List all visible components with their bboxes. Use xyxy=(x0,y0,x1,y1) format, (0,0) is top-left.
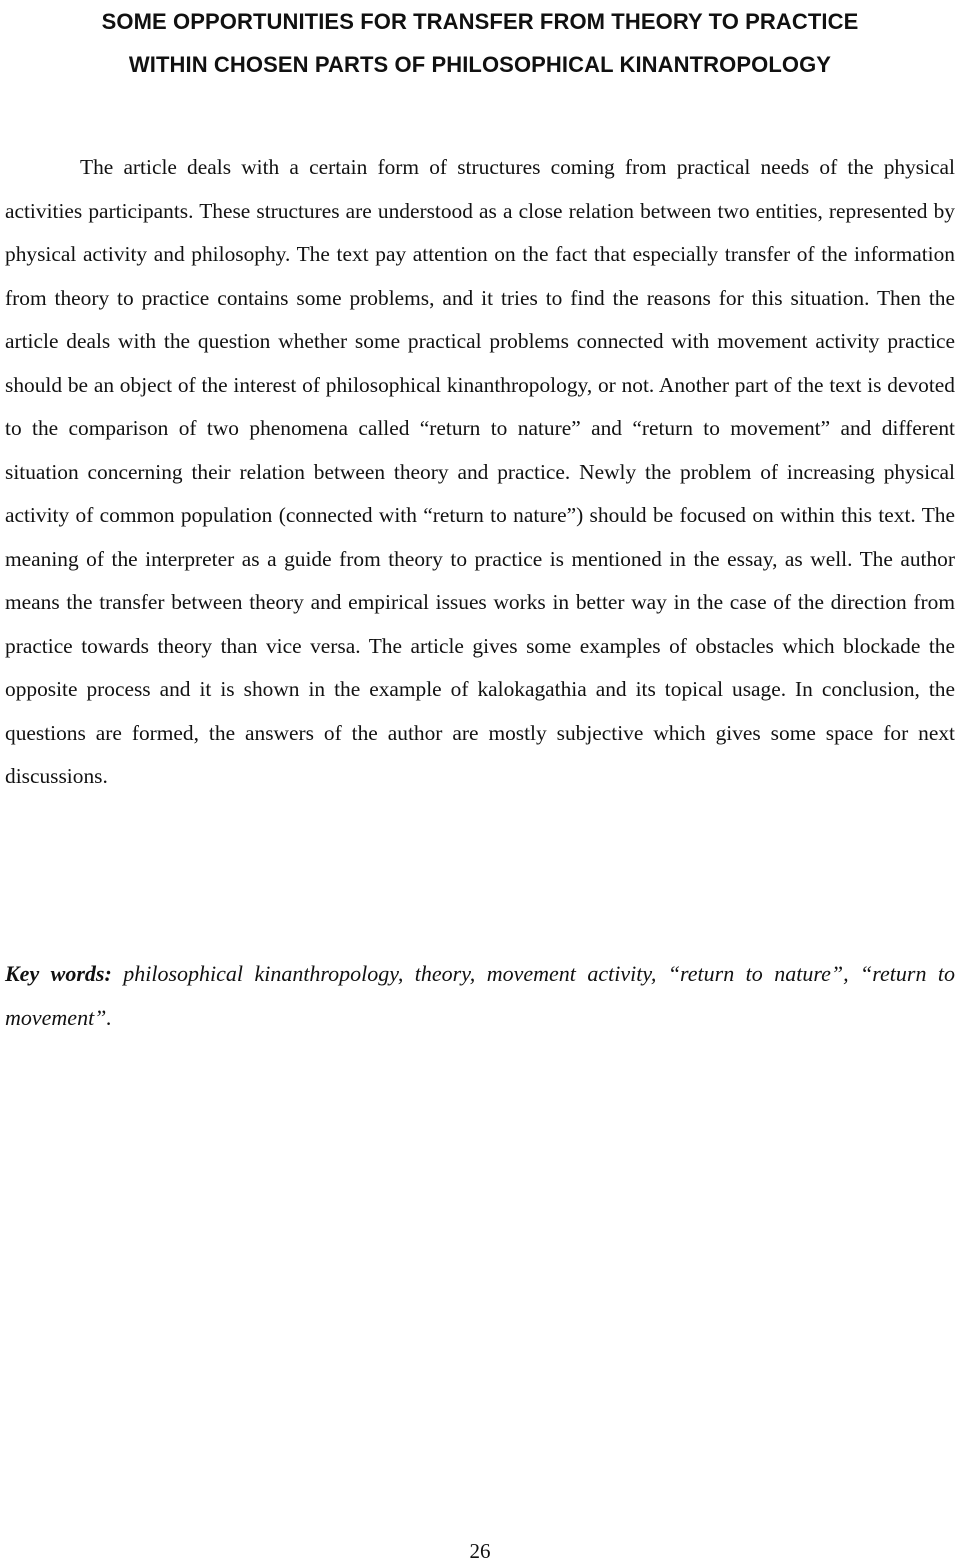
keywords-list: philosophical kinanthropology, theory, movement activity, “return to nature”, “return to movement”. xyxy=(5,961,956,1030)
keywords-label: Key words: xyxy=(5,961,112,986)
page-number: 26 xyxy=(469,1539,491,1563)
title-line-1: SOME OPPORTUNITIES FOR TRANSFER FROM THEORY TO PRACTICE xyxy=(101,9,859,34)
abstract-paragraph: The article deals with a certain form of structures coming from practical needs of the physical activities participants. These structures are understood as a close relation between two entities, represented by physical activity and philosophy. The text pay attention on the fact that especially transfer of the information from theory to practice contains some problems, and it tries to find the reasons for this situation. Then the article deals with the question whether some practical problems connected with movement activity practice should be an object of the interest of philosophical kinanthropology, or not. Another part of the text is devoted to the comparison of two phenomena called “return to nature” and “return to movement” and different situation concerning their relation between theory and practice. Newly the problem of increasing physical activity of common population (connected with “return to nature”) should be focused on within this text. The meaning of the interpreter as a guide from theory to practice is mentioned in the essay, as well. The author means the transfer between theory and empirical issues works in better way in the case of the direction from practice towards theory than vice versa. The article gives some examples of obstacles which blockade the opposite process and it is shown in the example of kalokagathia and its topical usage. In conclusion, the questions are formed, the answers of the author are mostly subjective which gives some space for next discussions. xyxy=(5,155,955,788)
title-line-2: WITHIN CHOSEN PARTS OF PHILOSOPHICAL KINANTROPOLOGY xyxy=(128,52,832,77)
document-title xyxy=(0,0,960,86)
keywords-paragraph xyxy=(5,952,955,1039)
